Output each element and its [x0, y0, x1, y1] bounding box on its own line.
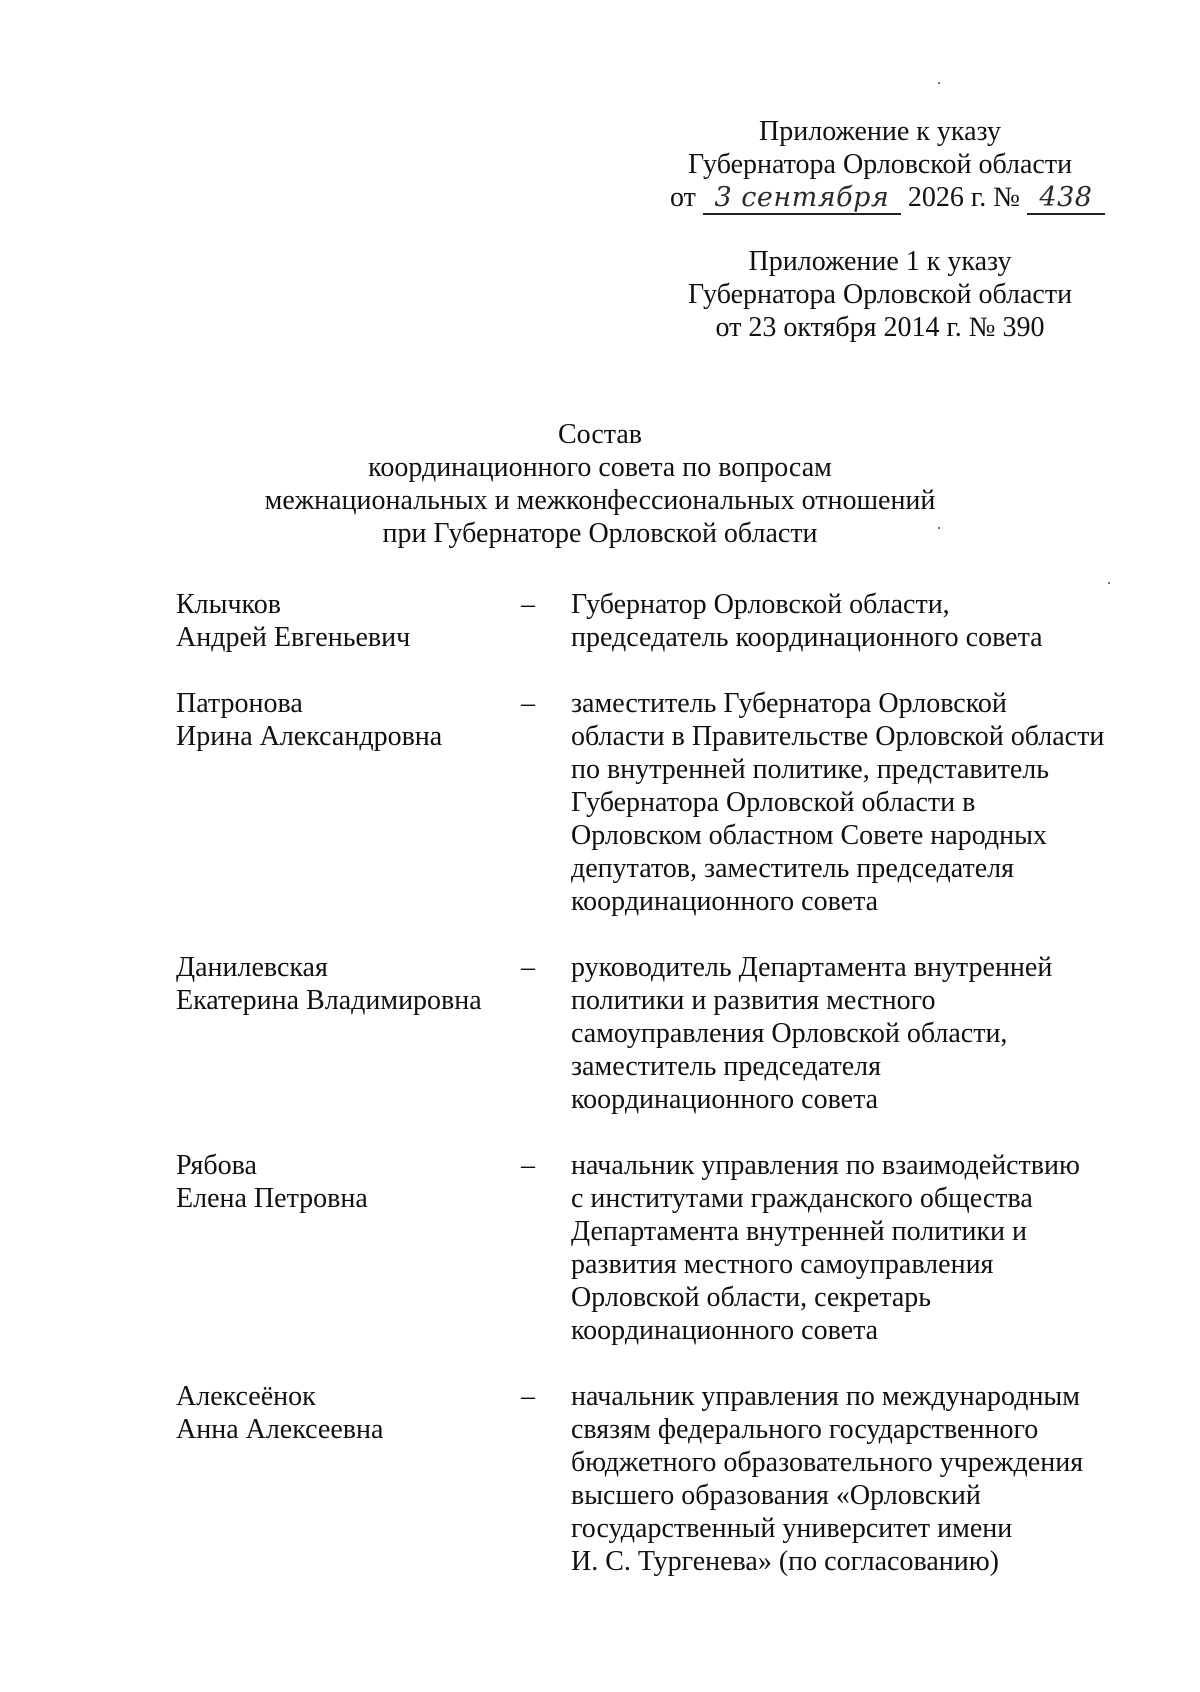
member-role — [571, 588, 1096, 654]
member-role-line: координационного совета — [571, 886, 879, 917]
date-prefix: от — [670, 182, 696, 213]
member-row — [176, 687, 1105, 918]
member-name — [176, 951, 521, 1116]
member-dash: – — [521, 589, 535, 620]
member-role-line: Орловской области, секретарь — [571, 1282, 932, 1313]
member-role-line: самоуправления Орловской области, — [571, 1018, 1008, 1049]
member-role-line: по внутренней политике, представитель — [571, 754, 1050, 785]
appendix-original-line1: Приложение 1 к указу — [748, 246, 1012, 277]
title-line4: при Губернаторе Орловской области — [382, 518, 818, 549]
date-year: 2026 г. № — [907, 182, 1020, 213]
appendix-current-date-line — [670, 181, 1093, 215]
member-dash: – — [521, 1381, 535, 1412]
appendix-original-line2: Губернатора Орловской области — [687, 279, 1073, 310]
member-surname: Алексеёнок — [176, 1381, 316, 1412]
member-role-line: начальник управления по взаимодействию — [571, 1150, 1080, 1181]
member-role-line: развития местного самоуправления — [571, 1249, 994, 1280]
member-role-line: Губернатор Орловской области, — [571, 589, 950, 620]
member-role — [571, 1380, 1096, 1578]
member-given: Андрей Евгеньевич — [176, 622, 411, 653]
handwritten-date: 3 сентября — [703, 183, 901, 215]
member-role-line: государственный университет имени — [571, 1513, 1013, 1544]
member-surname: Данилевская — [176, 952, 328, 983]
member-role — [571, 687, 1104, 918]
member-role — [571, 1149, 1096, 1347]
member-role-line: бюджетного образовательного учреждения — [571, 1447, 1084, 1478]
member-given: Анна Алексеевна — [176, 1414, 384, 1445]
member-role — [571, 951, 1096, 1116]
member-role-line: заместитель председателя — [571, 1051, 881, 1082]
member-role-line: области в Правительстве Орловской области — [571, 721, 1105, 752]
member-role-line: руководитель Департамента внутренней — [571, 952, 1053, 983]
member-role-line: начальник управления по международным — [571, 1381, 1080, 1412]
member-role-line: высшего образования «Орловский — [571, 1480, 981, 1511]
member-dash: – — [521, 1150, 535, 1181]
member-role-line: председатель координационного совета — [571, 622, 1043, 653]
member-dash: – — [521, 688, 535, 719]
title-line3: межнациональных и межконфессиональных отношений — [264, 485, 936, 516]
member-role-line: Орловском областном Совете народных — [571, 820, 1047, 851]
member-surname: Клычков — [176, 589, 281, 620]
member-dash: – — [521, 952, 535, 983]
member-name — [176, 687, 521, 918]
member-given: Екатерина Владимировна — [176, 985, 482, 1016]
scan-speck — [938, 527, 940, 529]
appendix-current-header — [670, 115, 1093, 215]
member-role-line: Губернатора Орловской области в — [571, 787, 976, 818]
member-name — [176, 588, 521, 654]
member-surname: Патронова — [176, 688, 303, 719]
member-name — [176, 1149, 521, 1347]
appendix-original-header — [670, 245, 1090, 344]
member-role-line: депутатов, заместитель председателя — [571, 853, 1014, 884]
member-name — [176, 1380, 521, 1578]
member-row — [176, 588, 1096, 654]
handwritten-number: 438 — [1027, 183, 1105, 215]
member-surname: Рябова — [176, 1150, 257, 1181]
appendix-current-line2: Губернатора Орловской области — [687, 149, 1073, 180]
member-role-line: координационного совета — [571, 1084, 879, 1115]
document-title — [0, 418, 1200, 550]
member-row — [176, 951, 1096, 1116]
member-role-line: связям федерального государственного — [571, 1414, 1039, 1445]
member-row — [176, 1380, 1096, 1578]
member-role-line: политики и развития местного — [571, 985, 936, 1016]
member-row — [176, 1149, 1096, 1347]
member-role-line: Департамента внутренней политики и — [571, 1216, 1028, 1247]
members-list — [176, 588, 1105, 1611]
member-given: Елена Петровна — [176, 1183, 368, 1214]
member-role-line: И. С. Тургенева» (по согласованию) — [571, 1546, 999, 1577]
title-line1: Состав — [557, 419, 643, 450]
member-role-line: заместитель Губернатора Орловской — [571, 688, 1007, 719]
member-role-line: с институтами гражданского общества — [571, 1183, 1033, 1214]
scan-speck — [938, 82, 940, 84]
appendix-original-line3: от 23 октября 2014 г. № 390 — [715, 312, 1045, 343]
title-line2: координационного совета по вопросам — [368, 452, 832, 483]
appendix-current-line1: Приложение к указу — [759, 116, 1001, 147]
member-given: Ирина Александровна — [176, 721, 443, 752]
member-role-line: координационного совета — [571, 1315, 879, 1346]
scan-speck — [1108, 582, 1110, 584]
